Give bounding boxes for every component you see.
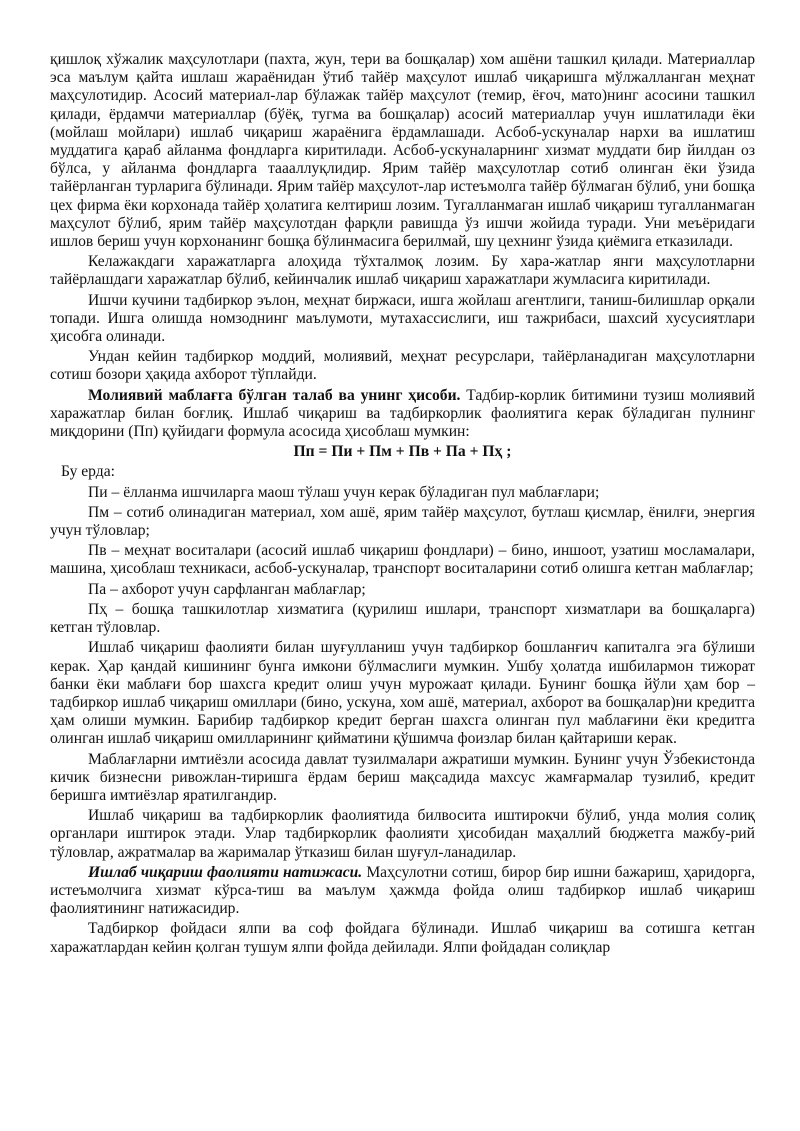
paragraph-where: Бу ерда:: [61, 463, 115, 481]
paragraph-profit: Тадбиркор фойдаси ялпи ва соф фойдага бўлинади. Ишлаб чиқариш ва сотишга кетган харажатлардан кейин қолган тушум ялпи фойда дейилади. Ялпи фойдадан солиқлар: [50, 920, 755, 956]
paragraph-materials: қишлоқ хўжалик маҳсулотлари (пахта, жун, тери ва бошқалар) хом ашёни ташкил қилади. Материаллар эса маълум қайта ишлаш жараёнидан ўтиб тайёр маҳсулот ишлаб чиқаришга мўлжалланган меҳнат маҳсулотидир. Асосий материал-лар бўлажак тайёр маҳсулот (темир, ёғоч, мато)нинг асосини ташкил қилади, ёрдамчи материаллар (бўёқ, тугма ва бошқалар) асосий материаллар учун ишлатилади ёки (мойлаш мойлари) ишлаб чиқариш жараёнига ёрдамлашади. Асбоб-ускуналар нархи ва ишлатиш муддатига қараб айланма фондларга киритилади. Асбоб-ускуналарнинг хизмат муддати бир йилдан оз бўлса, у айланма фондларга таааллуқлидир. Ярим тайёр маҳсулотлар сотиб олинган ёки ўзида тайёрланган турларига бўлинади. Ярим тайёр маҳсулот-лар истеъмолга тайёр бўлмаган бўлиб, уни бошқа цех фирма ёки корхонада тайёр ҳолатига келтириш лозим. Тугалланмаган ишлаб чиқариш тугалланмаган маҳсулот бўлиб, ярим тайёр маҳсулотдан фарқли равишда ўз ишчи жойида туради. Уни меъёридаги ишлов бериш учун корхонанинг бошқа бўлинмасига берилмай, шу цехнинг ўзида қиёмига етказилади.: [50, 51, 755, 251]
paragraph-production-result: [50, 864, 755, 919]
paragraph-future-costs: Келажакдаги харажатларга алоҳида тўхталмоқ лозим. Бу хара-жатлар янги маҳсулотларни тайёрлашдаги харажатлар бўлиб, кейинчалик ишлаб чиқариш харажатлари жумласига киритилади.: [50, 253, 755, 289]
paragraph-information: Ундан кейин тадбиркор моддий, молиявий, меҳнат ресурслари, тайёрланадиган маҳсулотларни сотиш бозори ҳақида ахборот тўплайди.: [50, 348, 755, 384]
definition-ph: Пҳ – бошқа ташкилотлар хизматига (қурилиш ишлари, транспорт хизматлари ва бошқаларга) кетган тўловлар.: [50, 600, 755, 637]
paragraph-labor: Ишчи кучини тадбиркор эълон, меҳнат биржаси, ишга жойлаш агентлиги, таниш-билишлар орқали топади. Ишга олишда номзоднинг маълумоти, мутахассислиги, иш тажрибаси, шахсий хусусиятлари ҳисобга олинади.: [50, 291, 755, 346]
paragraph-state-funds: Маблағларни имтиёзли асосида давлат тузилмалари ажратиши мумкин. Бунинг учун Ўзбекистонда кичик бизнесни ривожлан-тиришга ёрдам бериш мақсадида махсус жамғармалар тузилиб, кредит беришга имтиёзлар яратилгандир.: [50, 750, 755, 804]
definition-pa: Па – ахборот учун сарфланган маблағлар;: [88, 580, 366, 598]
paragraph-capital: Ишлаб чиқариш фаолияти билан шуғулланиш учун тадбиркор бошланғич капиталга эга бўлиши керак. Ҳар қандай кишининг бунга имкони бўлмаслиги мумкин. Ушбу ҳолатда ишбилармон тижорат банки ёки маблағи бор шахсга кредит олиш учун мурожаат қилади. Бунинг бошқа йўли ҳам бор – тадбиркор ишлаб чиқариш омиллари (бино, ускуна, хом ашё, материал, ахборот ва бошқалар)ни кредитга ҳам олиши мумкин. Барибир тадбиркор кредит берган шахсга олинган пул маблағини ёки кредитга олинган ишлаб чиқариш омилларининг қийматини қўшимча фоизлар билан қайтариши керак.: [50, 639, 755, 748]
paragraph-financial-need: [50, 387, 755, 442]
definition-pi: Пи – ёлланма ишчиларга маош тўлаш учун керак бўладиган пул маблағлари;: [88, 483, 600, 501]
definition-pv: Пв – меҳнат воситалари (асосий ишлаб чиқариш фондлари) – бино, иншоот, узатиш мосламалари, машина, ҳисоблаш техникаси, асбоб-ускуналар, транспорт воситаларини сотиб олишга кетган маблағлар;: [50, 542, 755, 578]
formula: Пп = Пи + Пм + Пв + Па + Пҳ ;: [293, 443, 512, 461]
section-heading-production-result: Ишлаб чиқариш фаолияти натижаси.: [88, 863, 363, 881]
paragraph-tax-bodies: Ишлаб чиқариш ва тадбиркорлик фаолиятида билвосита иштирокчи бўлиб, унда молия солиқ органлари иштирок этади. Улар тадбиркорлик фаолияти ҳисобидан маҳаллий бюджетга мажбу-рий тўловлар, ажратмалар ва жарималар ўтказиш билан шуғул-ланадилар.: [50, 807, 755, 861]
section-heading-financial-need: Молиявий маблағга бўлган талаб ва унинг ҳисоби.: [88, 386, 461, 404]
paragraph-financial-need-text: Тадбир-корлик битимини тузиш молиявий харажатлар билан боғлиқ. Ишлаб чиқариш ва тадбиркорлик фаолиятига керак бўладиган пулнинг миқдорини (Пп) қуйидаги формула асосида ҳисоблаш мумкин:: [50, 386, 755, 441]
paragraph-production-result-text: Маҳсулотни сотиш, бирор бир ишни бажариш, ҳаридорга, истеъмолчига хизмат кўрса-тиш ва маълум ҳажмда фойда олиш тадбиркор ишлаб чиқариш фаолиятининг натижасидир.: [50, 863, 755, 918]
definition-pm: Пм – сотиб олинадиган материал, хом ашё, ярим тайёр маҳсулот, бутлаш қисмлар, ёнилғи, энергия учун тўловлар;: [50, 503, 755, 540]
